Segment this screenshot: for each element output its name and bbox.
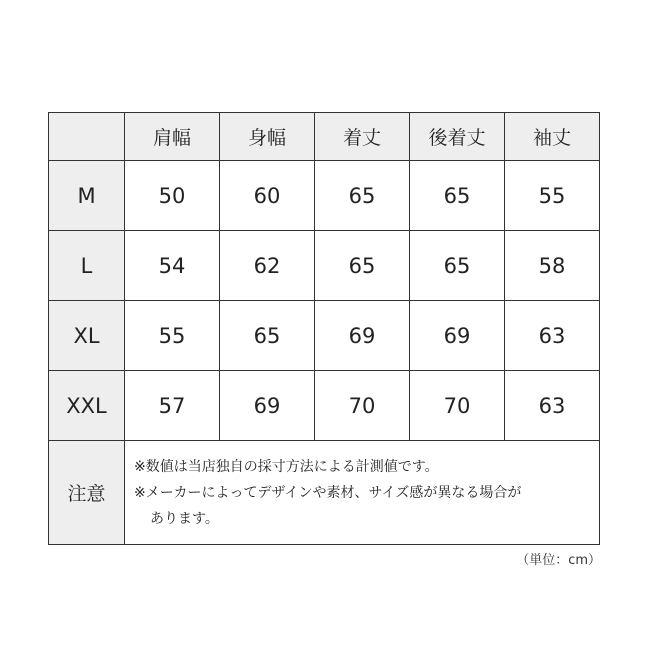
corner-cell [49, 113, 125, 161]
size-label: XL [49, 301, 125, 371]
table-cell: 69 [220, 371, 315, 441]
table-cell: 55 [125, 301, 220, 371]
table-row [49, 231, 600, 301]
table-cell: 50 [125, 161, 220, 231]
header-row [49, 113, 600, 161]
table-cell: 63 [505, 301, 600, 371]
table-row [49, 371, 600, 441]
size-label: L [49, 231, 125, 301]
table-cell: 60 [220, 161, 315, 231]
header-chest-width: 身幅 [220, 113, 315, 161]
table-cell: 70 [410, 371, 505, 441]
table-row [49, 161, 600, 231]
header-sleeve-length: 袖丈 [505, 113, 600, 161]
note-line: ※メーカーによってデザインや素材、サイズ感が異なる場合が [134, 484, 522, 501]
table-cell: 65 [410, 231, 505, 301]
table-cell: 55 [505, 161, 600, 231]
note-text [125, 441, 600, 545]
table-cell: 69 [315, 301, 410, 371]
note-line: あります。 [150, 510, 219, 527]
table-cell: 62 [220, 231, 315, 301]
table-cell: 69 [410, 301, 505, 371]
unit-label: （単位：cm） [516, 553, 601, 568]
table-cell: 63 [505, 371, 600, 441]
note-row [49, 441, 600, 545]
size-label: XXL [49, 371, 125, 441]
header-body-length: 着丈 [315, 113, 410, 161]
note-line: ※数値は当店独自の採寸方法による計測値です。 [134, 458, 439, 475]
table-cell: 65 [410, 161, 505, 231]
table-cell: 70 [315, 371, 410, 441]
table-cell: 58 [505, 231, 600, 301]
size-label: M [49, 161, 125, 231]
table-cell: 65 [220, 301, 315, 371]
note-label: 注意 [49, 441, 125, 545]
header-back-length: 後着丈 [410, 113, 505, 161]
header-shoulder-width: 肩幅 [125, 113, 220, 161]
table-cell: 65 [315, 161, 410, 231]
table-cell: 65 [315, 231, 410, 301]
table-row [49, 301, 600, 371]
table-cell: 57 [125, 371, 220, 441]
table-cell: 54 [125, 231, 220, 301]
size-chart-table [48, 112, 600, 545]
